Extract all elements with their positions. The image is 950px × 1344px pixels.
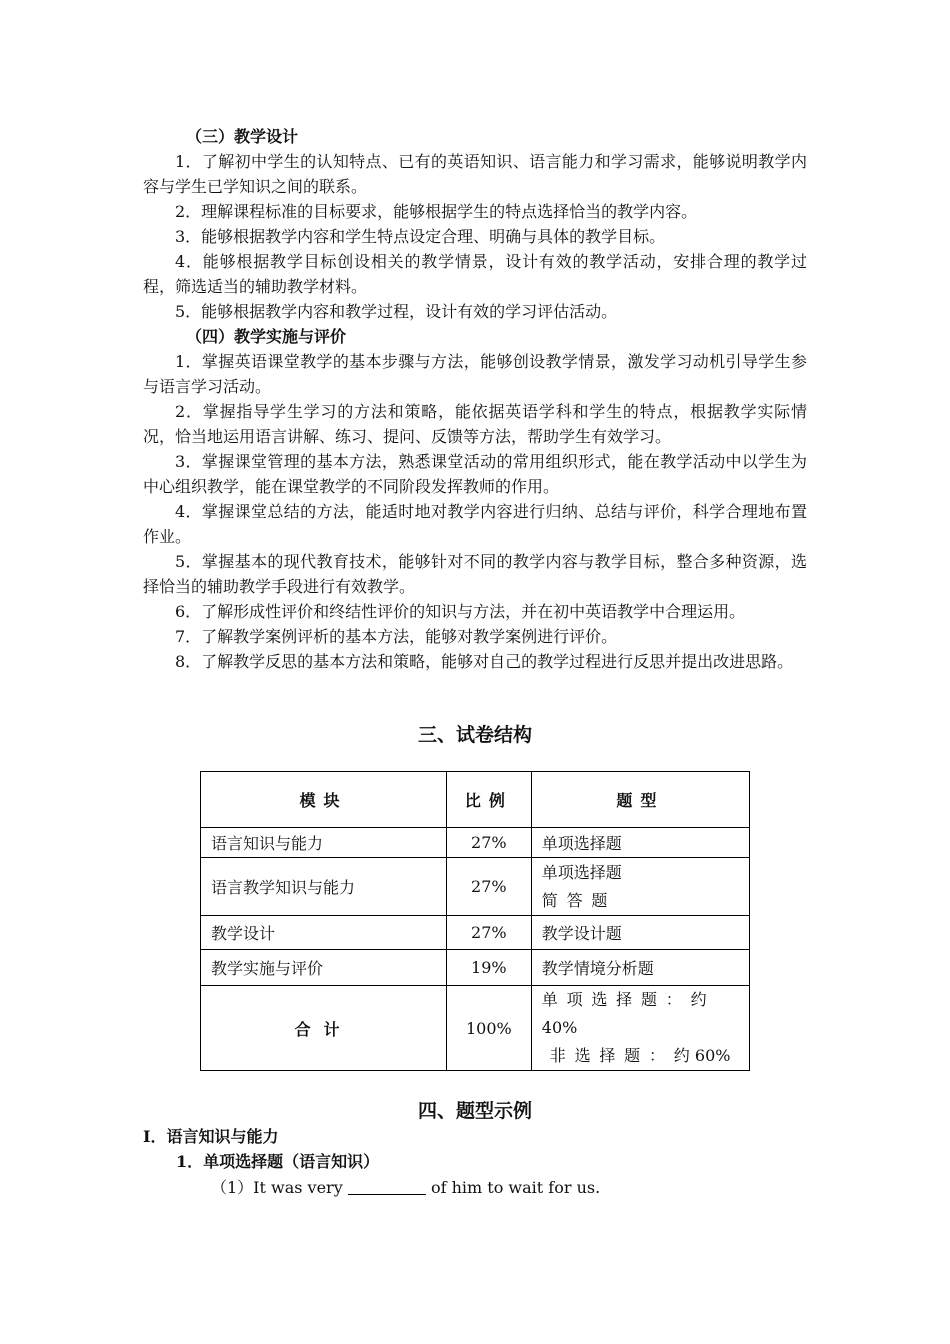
cell-type: 单项选择题 xyxy=(531,828,749,858)
table-total-row xyxy=(201,986,750,1071)
paragraph: 2．掌握指导学生学习的方法和策略，能依据英语学科和学生的特点，根据教学实际情况，恰当地运用语言讲解、练习、提问、反馈等方法，帮助学生有效学习。 xyxy=(143,402,807,446)
cell-total-label: 合计 xyxy=(201,986,447,1071)
paragraph: 4．掌握课堂总结的方法，能适时地对教学内容进行归纳、总结与评价，科学合理地布置作业。 xyxy=(143,502,807,546)
content-body xyxy=(143,124,807,674)
cell-type: 教学情境分析题 xyxy=(531,950,749,986)
table-row xyxy=(201,916,750,950)
cell-module: 语言教学知识与能力 xyxy=(201,858,447,916)
paragraph: 5．掌握基本的现代教育技术，能够针对不同的教学内容与教学目标，整合多种资源，选择恰当的辅助教学手段进行有效教学。 xyxy=(143,552,807,596)
paragraph: 5．能够根据教学内容和教学过程，设计有效的学习评估活动。 xyxy=(175,302,618,321)
cell-type xyxy=(531,858,749,916)
question-suffix: of him to wait for us. xyxy=(430,1178,601,1197)
paragraph: 2．理解课程标准的目标要求，能够根据学生的特点选择恰当的教学内容。 xyxy=(175,202,698,221)
table-header-row xyxy=(201,772,750,828)
paragraph: 3．掌握课堂管理的基本方法，熟悉课堂活动的常用组织形式，能在教学活动中以学生为中心组织教学，能在课堂教学的不同阶段发挥教师的作用。 xyxy=(143,452,807,496)
type-line: 简答题 xyxy=(541,890,617,910)
question-prefix: （1）It was very xyxy=(211,1178,343,1197)
breakdown-value: 约 40% xyxy=(541,990,707,1037)
table-row xyxy=(201,858,750,916)
breakdown-value: 约 60% xyxy=(673,1046,731,1065)
cell-total-breakdown xyxy=(531,986,749,1071)
paragraph: 8．了解教学反思的基本方法和策略，能够对自己的教学过程进行反思并提出改进思路。 xyxy=(175,652,794,671)
section-heading-implementation: （四）教学实施与评价 xyxy=(186,327,347,346)
paragraph: 4．能够根据教学目标创设相关的教学情景，设计有效的教学活动，安排合理的教学过程，筛选适当的辅助教学材料。 xyxy=(143,252,807,296)
cell-module: 教学设计 xyxy=(201,916,447,950)
section-title-examples: 四、题型示例 xyxy=(417,1100,532,1122)
header-type: 题型 xyxy=(531,772,749,828)
section-title-structure: 三、试卷结构 xyxy=(417,724,532,746)
part-heading: I．语言知识与能力 xyxy=(143,1127,279,1146)
question-line xyxy=(143,1175,911,1200)
cell-ratio: 19% xyxy=(446,950,531,986)
type-line: 单项选择题 xyxy=(541,862,622,882)
cell-ratio: 27% xyxy=(446,858,531,916)
paragraph: 1．掌握英语课堂教学的基本步骤与方法，能够创设教学情景，激发学习动机引导学生参与语言学习活动。 xyxy=(143,352,807,396)
paragraph: 6．了解形成性评价和终结性评价的知识与方法，并在初中英语教学中合理运用。 xyxy=(175,602,746,621)
cell-module: 教学实施与评价 xyxy=(201,950,447,986)
cell-total-ratio: 100% xyxy=(446,986,531,1071)
header-ratio: 比例 xyxy=(446,772,531,828)
subpart-heading: 1．单项选择题（语言知识） xyxy=(176,1152,380,1171)
paragraph: 1．了解初中学生的认知特点、已有的英语知识、语言能力和学习需求，能够说明教学内容与学生已学知识之间的联系。 xyxy=(143,152,807,196)
breakdown-label: 非选择题： xyxy=(549,1046,674,1065)
paragraph: 7．了解教学案例评析的基本方法，能够对教学案例进行评价。 xyxy=(175,627,618,646)
cell-ratio: 27% xyxy=(446,916,531,950)
cell-module: 语言知识与能力 xyxy=(201,828,447,858)
cell-ratio: 27% xyxy=(446,828,531,858)
breakdown-label: 单项选择题： xyxy=(541,990,691,1009)
section-heading-teaching-design: （三）教学设计 xyxy=(186,127,299,146)
cell-type: 教学设计题 xyxy=(531,916,749,950)
header-module: 模块 xyxy=(201,772,447,828)
paragraph: 3．能够根据教学内容和学生特点设定合理、明确与具体的教学目标。 xyxy=(175,227,666,246)
exam-structure-table xyxy=(200,771,750,1071)
table-row xyxy=(201,950,750,986)
table-row xyxy=(201,828,750,858)
answer-blank xyxy=(348,1178,426,1195)
